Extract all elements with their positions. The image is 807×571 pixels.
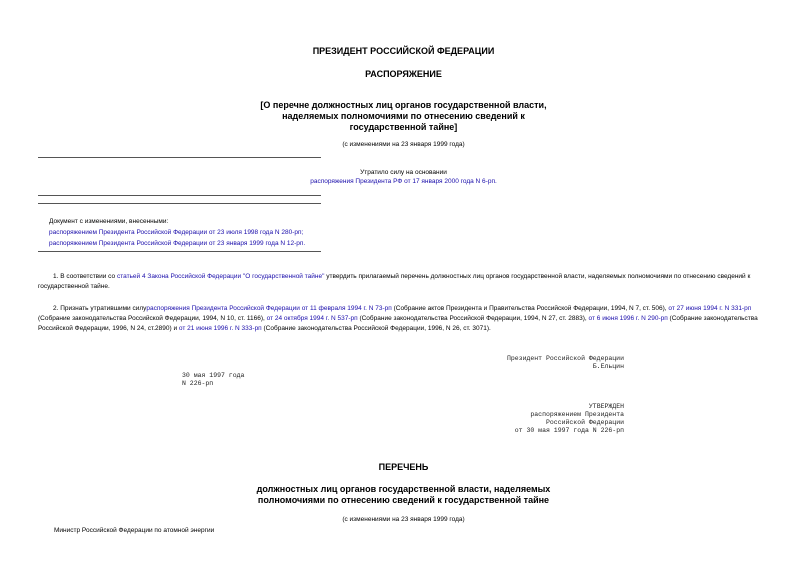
- law-link[interactable]: статьей 4 Закона Российской Федерации "О государственной тайне": [116, 273, 325, 280]
- document-number: N 226-рп: [182, 380, 214, 387]
- list-item: Министр Российской Федерации по атомной энергии: [54, 527, 215, 534]
- paragraph-text: утвердить прилагаемый перечень должностных лиц органов государственной власти, наделяемых полномочиями по отнесению сведений к государственной тайне.: [38, 273, 751, 290]
- divider: [38, 203, 321, 204]
- paragraph-1: [38, 272, 768, 292]
- paragraph-2: [38, 304, 768, 334]
- divider: [38, 251, 321, 252]
- subtitle-line: должностных лиц органов государственной власти, наделяемых: [256, 484, 551, 494]
- document-type: РАСПОРЯЖЕНИЕ: [365, 69, 442, 79]
- approved-line: распоряжением Президента: [530, 411, 624, 418]
- signature-name: Б.Ельцин: [592, 363, 624, 370]
- list-heading: ПЕРЕЧЕНЬ: [378, 462, 429, 472]
- approved-line: Российской Федерации: [545, 419, 624, 426]
- paragraph-text: (Собрание законодательства Российской Федерации, 1996, N 26, ст. 3071).: [261, 325, 491, 332]
- paragraph-text: 1. В соответствии со: [53, 273, 117, 280]
- signature-block: [507, 355, 624, 371]
- signature-title: Президент Российской Федерации: [506, 355, 624, 362]
- amendments-block: [49, 216, 305, 249]
- paragraph-text: 2. Признать утратившими силу: [53, 305, 147, 312]
- title-line: наделяемых полномочиями по отнесению сведений к: [282, 111, 525, 121]
- approved-label: УТВЕРЖДЕН: [588, 403, 624, 410]
- amendment-link[interactable]: распоряжением Президента Российской Федерации от 23 июля 1998 года N 280-рп;: [49, 229, 304, 236]
- divider: [38, 195, 321, 196]
- paragraph-text: (Собрание законодательства Российской Федерации, 1994, N 27, ст. 2883),: [357, 315, 589, 322]
- paragraph-text: (Собрание законодательства Российской Федерации, 1994, N 10, ст. 1166),: [38, 315, 267, 322]
- title-line: государственной тайне]: [349, 122, 458, 132]
- repeal-link[interactable]: распоряжения Президента РФ от 17 января 2000 года N 6-рп.: [310, 178, 497, 185]
- paragraph-text: (Собрание актов Президента и Правительства Российской Федерации, 1994, N 7, ст. 506),: [391, 305, 669, 312]
- date-block: [182, 372, 244, 388]
- subtitle-line: полномочиями по отнесению сведений к государственной тайне: [257, 495, 550, 505]
- list-amendment-note: (с изменениями на 23 января 1999 года): [342, 516, 465, 523]
- repealed-link[interactable]: распоряжения Президента Российской Федерации от 11 февраля 1994 г. N 73-рп: [146, 305, 392, 312]
- approved-block: [515, 403, 624, 435]
- approved-line: от 30 мая 1997 года N 226-рп: [514, 427, 624, 434]
- title-line: [О перечне должностных лиц органов государственной власти,: [260, 100, 547, 110]
- repeal-notice: [0, 169, 807, 185]
- list-subtitle: [0, 484, 807, 506]
- repealed-link[interactable]: от 27 июня 1994 г. N 331-рп: [668, 305, 752, 312]
- document-date: 30 мая 1997 года: [182, 372, 245, 379]
- amendments-intro: Документ с изменениями, внесенными:: [49, 218, 169, 225]
- document-title: [0, 100, 807, 133]
- amendment-note: (с изменениями на 23 января 1999 года): [342, 141, 465, 148]
- repealed-link[interactable]: от 21 июня 1996 г. N 333-рп: [178, 325, 262, 332]
- amendment-link[interactable]: распоряжением Президента Российской Федерации от 23 января 1999 года N 12-рп.: [49, 240, 306, 247]
- repeal-text: Утратило силу на основании: [360, 169, 447, 176]
- president-heading: ПРЕЗИДЕНТ РОССИЙСКОЙ ФЕДЕРАЦИИ: [312, 46, 495, 56]
- divider: [38, 157, 321, 158]
- paragraph-text: (Собрание законодательства Российской Федерации, 1996, N 24, ст.2890) и: [38, 315, 758, 332]
- repealed-link[interactable]: от 6 июня 1996 г. N 290-рп: [588, 315, 668, 322]
- repealed-link[interactable]: от 24 октября 1994 г. N 537-рп: [266, 315, 358, 322]
